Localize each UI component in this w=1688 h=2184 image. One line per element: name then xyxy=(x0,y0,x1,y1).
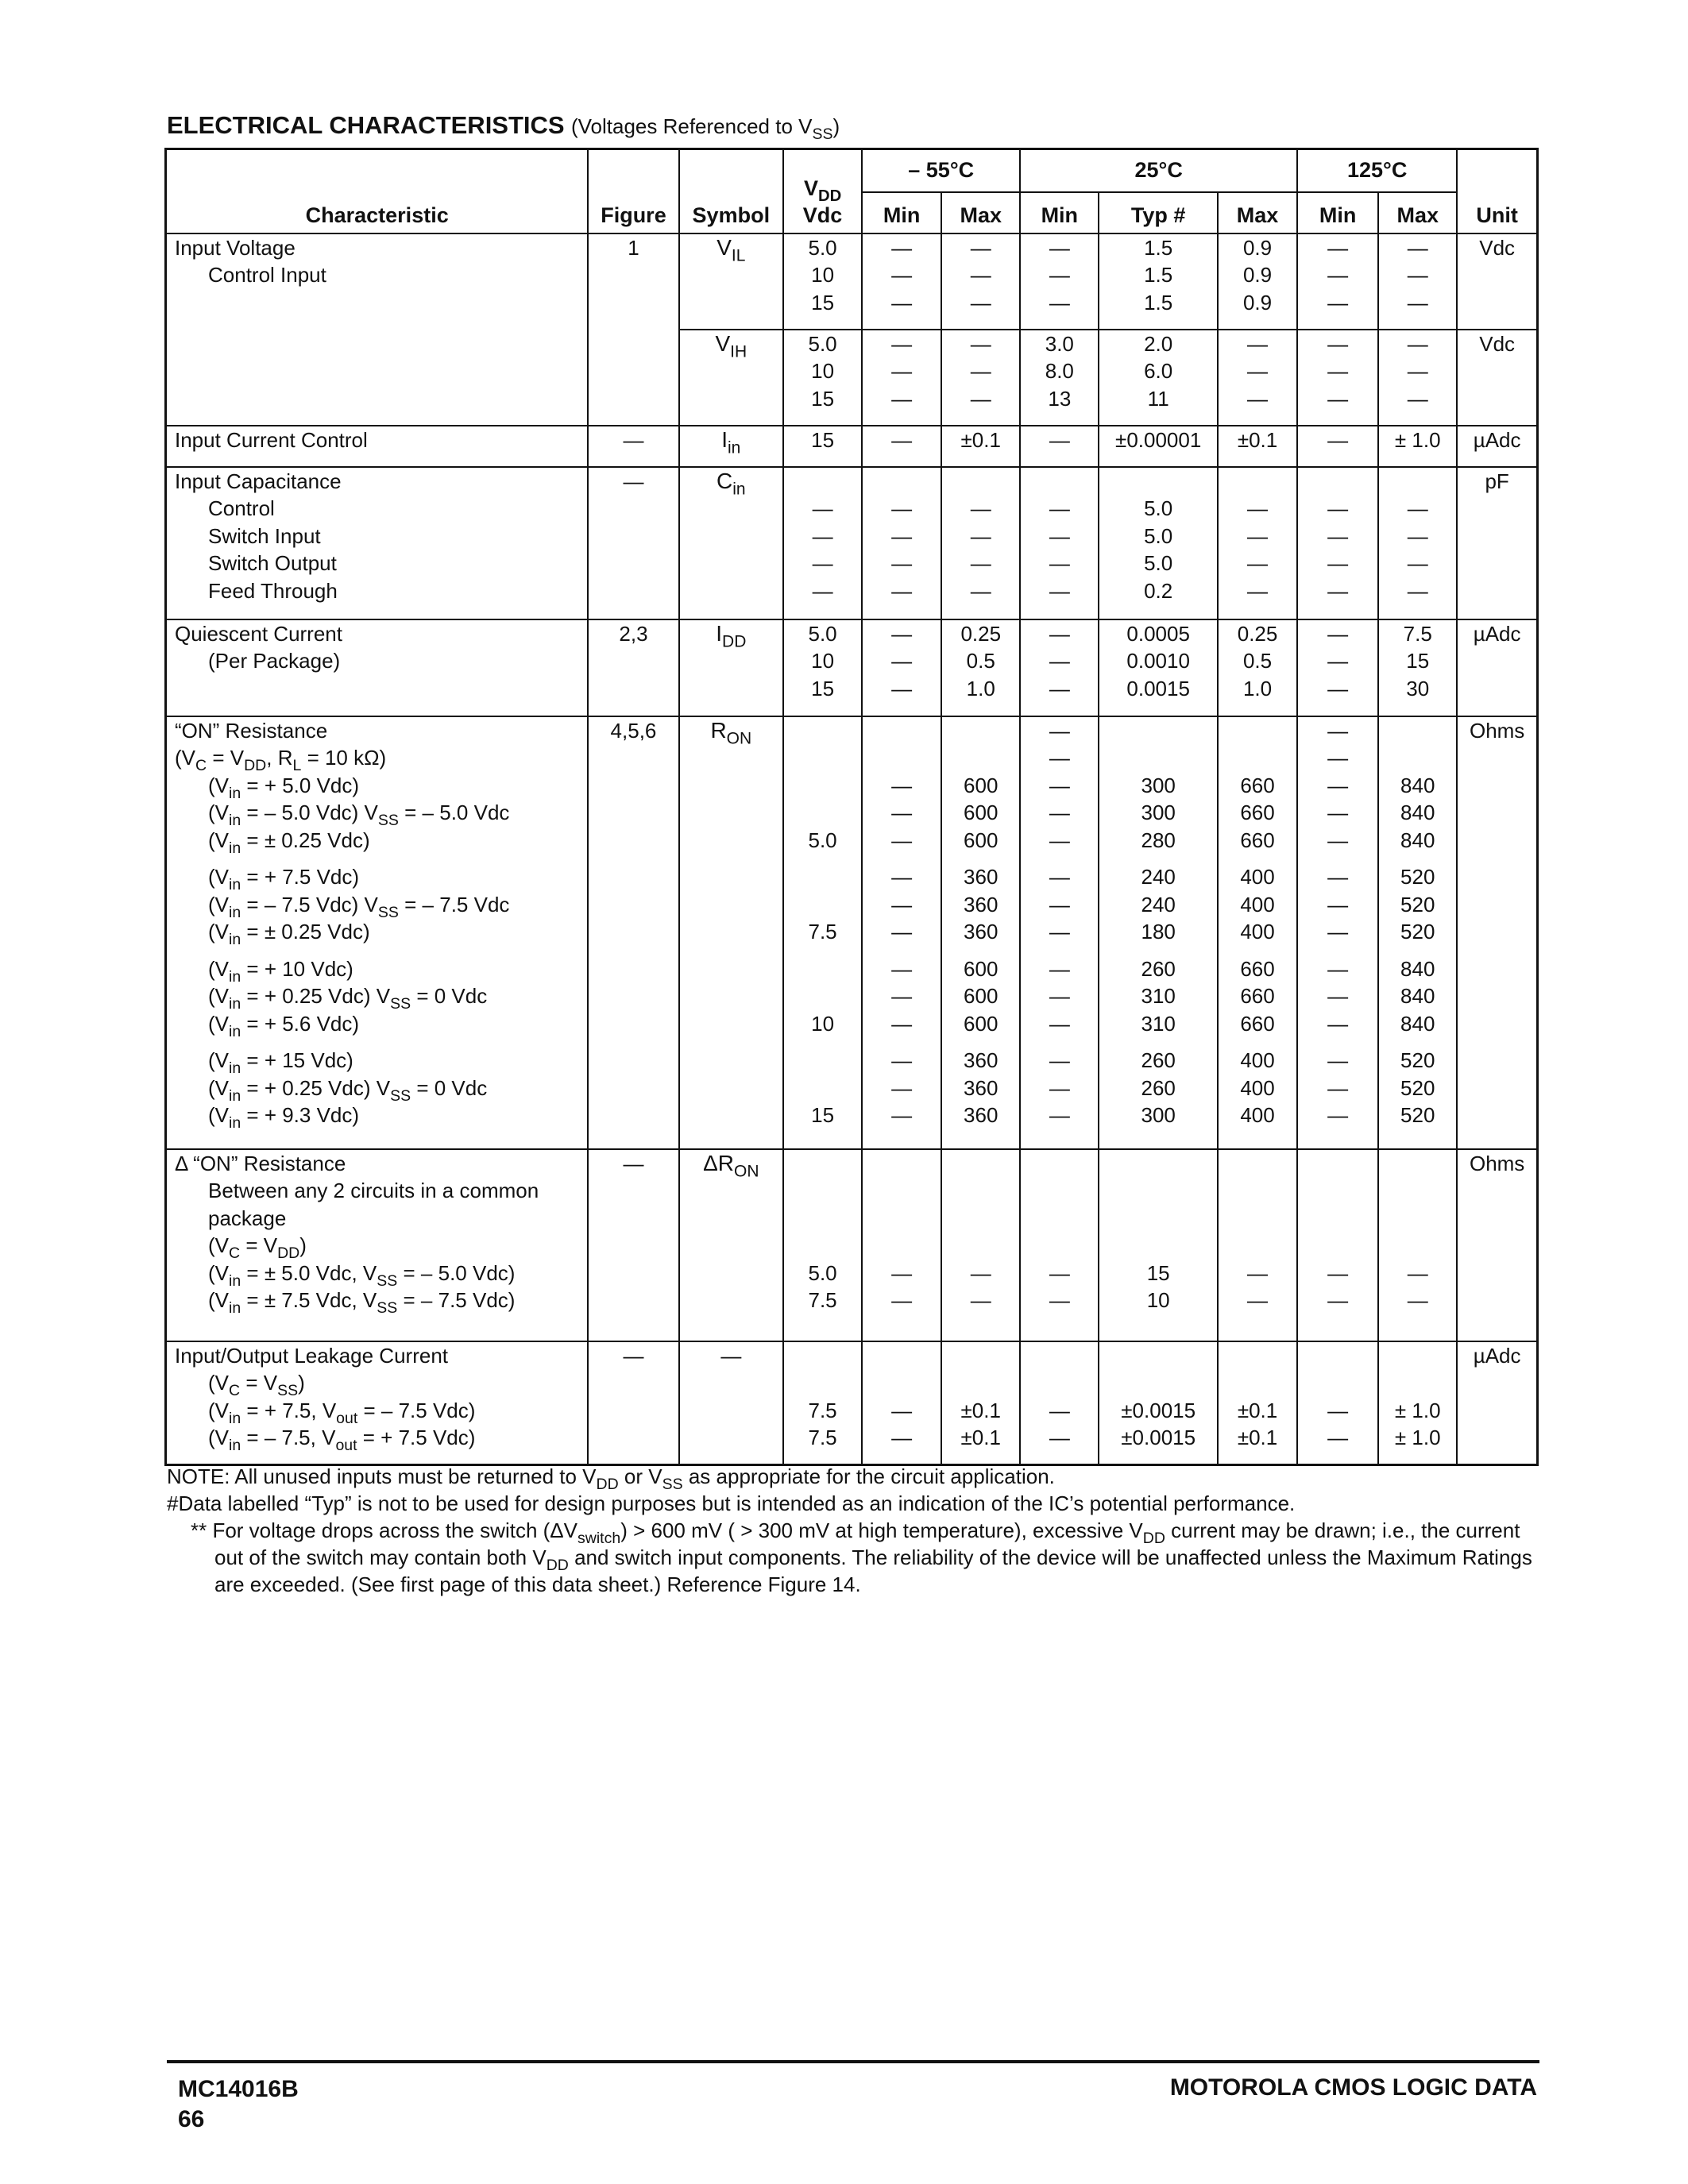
footer-left xyxy=(178,2074,299,2135)
table-notes xyxy=(167,1463,1541,1598)
col-max: Max xyxy=(1378,192,1457,233)
electrical-characteristics-table xyxy=(164,148,1539,1466)
col-figure: Figure xyxy=(588,149,678,233)
heading-title: ELECTRICAL CHARACTERISTICS xyxy=(167,111,565,139)
page-number: 66 xyxy=(178,2106,205,2132)
col-temp-25: 25°C xyxy=(1020,149,1297,192)
col-typ: Typ # xyxy=(1099,192,1218,233)
note-typ-data: #Data labelled “Typ” is not to be used for design purposes but is intended as an indication of the IC’s potential performance. xyxy=(167,1491,1296,1515)
footer-publication: MOTOROLA CMOS LOGIC DATA xyxy=(1169,2074,1537,2101)
table-row: $V_{IH}$ 5.0 10 15 — — — — — — 3.0 8.0 13 2.0 6.0 11 — — — — — — — — — Vdc xyxy=(166,330,1538,426)
table-row: Input Voltage Control Input 1 $V_{IL}$ 5.0 10 15 — — — — — — — — — 1.5 1.5 1.5 0.9 0.9 0.9 — — — — — — Vdc xyxy=(166,233,1538,330)
note-unused-inputs: NOTE: All unused inputs must be returned to $V_{DD}$ or $V_{SS}$ as appropriate for the circuit application. xyxy=(167,1464,1055,1493)
col-temp-minus55: – 55°C xyxy=(862,149,1020,192)
table-row: Quiescent Current (Per Package) 2,3 $I_{DD}$ 5.0 10 15 — — — 0.25 0.5 1.0 — — — 0.0005 0.0010 0.0015 0.25 0.5 1.0 — — — 7.5 15 30 µAdc xyxy=(166,619,1538,716)
col-min: Min xyxy=(1020,192,1099,233)
note-voltage-drop: ** For voltage drops across the switch $(\Delta V_{switch}) > 600$ mV ( > 300 mV at high temperature), excessive $V_{DD}$ current may be drawn; i.e., the current out of the switch may contain both $V_{DD}$ and switch input components. The reliability of the device will be unaffected unless the Maximum Ratings are exceeded. (See first page of this data sheet.) Reference Figure 14. xyxy=(191,1518,1532,1596)
table-row: Input Capacitance Control Switch Input Switch Output Feed Through — $C_{in}$ — — — — — — — — — — — — — — — — 5.0 5.0 5.0 0.2 — — — — — — — — — — — — pF xyxy=(166,467,1538,619)
table-row: “ON” Resistance ($V_C = V_{DD}$, $R_L = 10$ kΩ) ($V_{in}$ = + 5.0 Vdc) ($V_{in}$ = – 5.0 Vdc) $V_{SS}$ = – 5.0 Vdc ($V_{in}$ = ± 0.25 Vdc) ($V_{in}$ = + 7.5 Vdc) ($V_{in}$ = – 7.5 Vdc) $V_{SS}$ = – 7.5 Vdc ($V_{in}$ = ± 0.25 Vdc) ($V_{in}$ = + 10 Vdc) ($V_{in}$ = + 0.25 Vdc) $V_{SS} = 0$ Vdc ($V_{in}$ = + 5.6 Vdc) ($V_{in}$ = + 15 Vdc) ($V_{in}$ = + 0.25 Vdc) $V_{SS} = 0$ Vdc ($V_{in}$ = + 9.3 Vdc) 4,5,6 $R_{ON}$ 5.0 7.5 10 15 — — — — — — — — — — — — 600 600 600 360 360 360 600 600 600 360 360 360 — — — — — — — — — — — — — — 300 300 280 240 240 180 260 310 310 260 260 300 660 660 660 400 400 400 660 660 660 400 400 400 — — — — — — — — — — — — — — 840 840 840 520 520 520 840 840 840 520 520 520 Ohms xyxy=(166,716,1538,1149)
col-vdd: $V_{DD}$ Vdc xyxy=(783,149,862,233)
section-heading: ELECTRICAL CHARACTERISTICS (Voltages Referenced to $V_{SS}$) xyxy=(167,111,840,143)
part-number: MC14016B xyxy=(178,2076,299,2102)
col-characteristic: Characteristic xyxy=(166,149,589,233)
col-min: Min xyxy=(862,192,941,233)
col-max: Max xyxy=(941,192,1020,233)
col-temp-125: 125°C xyxy=(1297,149,1457,192)
col-symbol: Symbol xyxy=(679,149,783,233)
col-max: Max xyxy=(1218,192,1297,233)
table-row: Δ “ON” Resistance Between any 2 circuits in a common package $(V_C = V_{DD})$ ($V_{in}$ = ± 5.0 Vdc, $V_{SS}$ = – 5.0 Vdc) ($V_{in}$ = ± 7.5 Vdc, $V_{SS}$ = – 7.5 Vdc) — $\Delta R_{ON}$ 5.0 7.5 — — — — — — 15 10 — — — — — — Ohms xyxy=(166,1149,1538,1341)
col-min: Min xyxy=(1297,192,1378,233)
heading-subtitle: (Voltages Referenced to V xyxy=(570,114,813,138)
table-row: Input Current Control — $I_{in}$ 15 — ±0.1 — ±0.00001 ±0.1 — ± 1.0 µAdc xyxy=(166,426,1538,467)
footer-rule xyxy=(167,2060,1539,2063)
col-unit: Unit xyxy=(1457,149,1537,233)
table-row: Input/Output Leakage Current $(V_C = V_{SS})$ ($V_{in}$ = + 7.5, $V_{out}$ = – 7.5 Vdc) ($V_{in}$ = – 7.5, $V_{out}$ = + 7.5 Vdc) — — 7.5 7.5 — — ±0.1 ±0.1 — — ±0.0015 ±0.0015 ±0.1 ±0.1 — — ± 1.0 ± 1.0 µAdc xyxy=(166,1341,1538,1465)
